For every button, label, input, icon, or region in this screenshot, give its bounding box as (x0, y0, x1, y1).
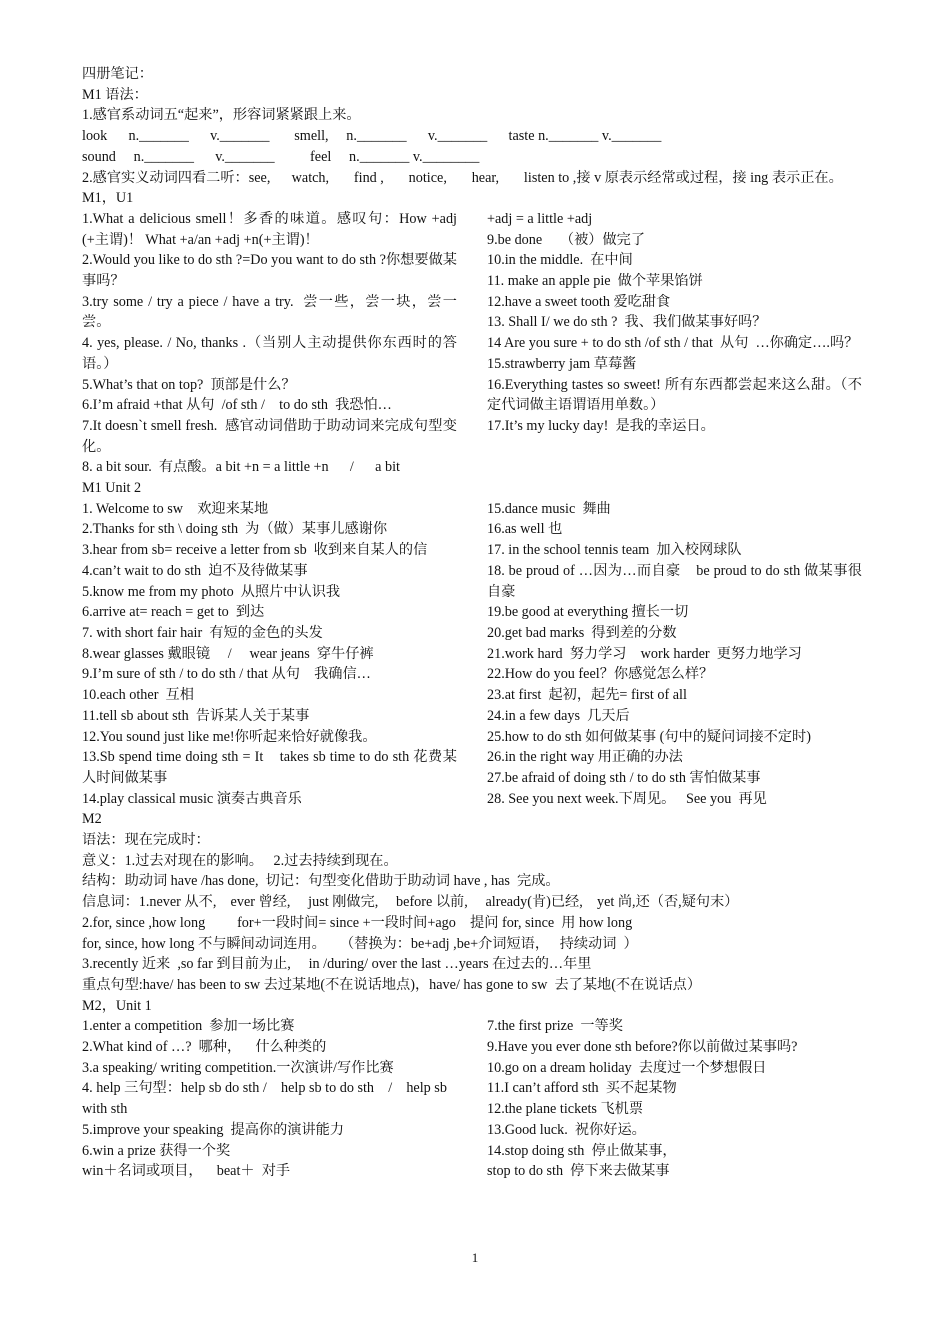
note-item: 20.get bad marks 得到差的分数 (487, 624, 677, 641)
m1u1-columns (82, 209, 862, 478)
note-item: 17.It’s my lucky day! 是我的幸运日。 (487, 417, 715, 434)
note-item: 1.What a delicious smell！多香的味道。感叹句：How +adj (+主谓)！ What +a/an +adj +n(+主谓)！ (82, 210, 461, 248)
note-item: 7.It doesn`t smell fresh. 感官动词借助于助动词来完成句型变化。 (82, 417, 457, 455)
note-item: 16.Everything tastes so sweet! 所有东西都尝起来这么甜。（不定代词做主语谓语用单数。） (487, 376, 862, 414)
m1u1-left-column (82, 209, 461, 478)
note-item: 3.a speaking/ writing competition.一次演讲/写作比赛 (82, 1059, 394, 1076)
note-item: 10.in the middle. 在中间 (487, 252, 633, 269)
note-item: 16.as well 也 (487, 521, 563, 538)
note-item: 13. Shall I/ we do sth ? 我、我们做某事好吗？ (487, 314, 767, 331)
note-item: 3.try some / try a piece / have a try. 尝一些，尝一块，尝一尝。 (82, 293, 457, 331)
note-item: 11.tell sb about sth 告诉某人关于某事 (82, 707, 310, 724)
note-item: 6.I’m afraid +that 从句 /of sth / to do sth 我恐怕… (82, 397, 392, 414)
m2-grammar-line: 意义：1.过去对现在的影响。 2.过去持续到现在。 (82, 852, 398, 869)
note-item: 11. make an apple pie 做个苹果馅饼 (487, 273, 703, 290)
note-item: 2.Thanks for sth \ doing sth 为（做）某事儿感谢你 (82, 521, 388, 538)
note-item: 10.each other 互相 (82, 687, 194, 704)
note-item: 9.Have you ever done sth before?你以前做过某事吗? (487, 1039, 798, 1056)
note-item: 19.be good at everything 擅长一切 (487, 604, 689, 621)
note-item: 9.I’m sure of sth / to do sth / that 从句 我确信… (82, 666, 371, 683)
note-item: 7.the first prize 一等奖 (487, 1018, 623, 1035)
m2-grammar-line: 重点句型:have/ has been to sw 去过某地(不在说话地点)，have/ has gone to sw 去了某地(不在说话点） (82, 976, 702, 993)
note-item: 9.be done （被）做完了 (487, 231, 646, 248)
page-number: 1 (471, 1250, 479, 1265)
m2-grammar-line: 结构：助动词 have /has done, 切记：句型变化借助于助动词 have , has 完成。 (82, 873, 560, 890)
section-heading-m2: M2 (82, 811, 102, 828)
m2-grammar-line: 2.for, since ,how long for+一段时间= since +一段时间+ago 提问 for, since 用 how long (82, 914, 633, 931)
m1-grammar-line: look n._______ v._______ smell, n._______ v._______ taste n._______ v._______ (82, 128, 662, 145)
m1-grammar-line: 2.感官实义动词四看二听：see, watch, find , notice, hear, listen to ,接 v 原表示经常或过程，接 ing 表示正在。 (82, 169, 843, 186)
note-item: 17. in the school tennis team 加入校网球队 (487, 542, 742, 559)
note-item: 25.how to do sth 如何做某事 (句中的疑问词接不定时) (487, 728, 811, 745)
note-item: 23.at first 起初，起先= first of all (487, 687, 687, 704)
note-item: 4. yes, please. / No, thanks .（当别人主动提供你东西时的答语。） (82, 335, 457, 372)
note-item: 1. Welcome to sw 欢迎来某地 (82, 500, 269, 517)
note-item: 14.stop doing sth 停止做某事， (487, 1142, 677, 1159)
note-item: 4. help 三句型：help sb do sth / help sb to do sth / help sb with sth (82, 1080, 451, 1118)
m2-grammar-line: for, since, how long 不与瞬间动词连用。 （替换为：be+adj ,be+介词短语， 持续动词 ） (82, 935, 638, 952)
note-item: 26.in the right way 用正确的办法 (487, 749, 683, 766)
m2u1-columns (82, 1016, 862, 1182)
document-title: 四册笔记： (82, 66, 153, 82)
note-item: 6.arrive at= reach = get to 到达 (82, 604, 265, 621)
m2-grammar-line: 信息词：1.never 从不, ever 曾经, just 刚做完, before 以前, already(肯)已经, yet 尚,还（否,疑句末） (82, 894, 739, 911)
note-item: 14.play classical music 演奏古典音乐 (82, 790, 302, 807)
note-item: 15.strawberry jam 草莓酱 (487, 355, 637, 372)
note-item: +adj = a little +adj (487, 210, 593, 227)
note-item: 13.Sb spend time doing sth = It takes sb time to do sth 花费某人时间做某事 (82, 749, 457, 786)
section-heading-m2u1: M2，Unit 1 (82, 997, 152, 1014)
note-item: 8. a bit sour. 有点酸。a bit +n = a little +n / a bit (82, 459, 400, 476)
note-item: 1.enter a competition 参加一场比赛 (82, 1018, 295, 1035)
note-item: 13.Good luck. 祝你好运。 (487, 1121, 646, 1138)
m1-grammar-line: 1.感官系动词五“起来”，形容词紧紧跟上来。 (82, 107, 361, 124)
m1u2-columns (82, 499, 862, 810)
note-item: 4.can’t wait to do sth 迫不及待做某事 (82, 562, 308, 579)
m2u1-left-column (82, 1016, 457, 1182)
note-item: stop to do sth 停下来去做某事 (487, 1163, 670, 1180)
note-item: 14 Are you sure + to do sth /of sth / that 从句 …你确定….吗？ (487, 335, 859, 352)
note-item: 24.in a few days 几天后 (487, 707, 630, 724)
note-item: 18. be proud of …因为…而自豪 be proud to do sth 做某事很自豪 (487, 562, 862, 600)
note-item: 5.What’s that on top? 顶部是什么？ (82, 376, 296, 393)
note-item: 2.Would you like to do sth ?=Do you want to do sth ?你想要做某事吗？ (82, 252, 457, 290)
m1u2-left-column (82, 499, 457, 810)
m2u1-right-column (487, 1016, 862, 1182)
m1u1-right-column (487, 209, 862, 478)
note-item: 12.the plane tickets 飞机票 (487, 1101, 644, 1118)
note-item: 3.hear from sb= receive a letter from sb 收到来自某人的信 (82, 542, 428, 559)
note-item: 27.be afraid of doing sth / to do sth 害怕做某事 (487, 769, 761, 786)
note-item: 7. with short fair hair 有短的金色的头发 (82, 624, 323, 641)
m2-grammar-line: 3.recently 近来 ,so far 到目前为止, in /during/ over the last …years 在过去的…年里 (82, 956, 592, 973)
note-item: 12.have a sweet tooth 爱吃甜食 (487, 293, 671, 310)
note-item: 5.know me from my photo 从照片中认识我 (82, 583, 341, 600)
note-item: 2.What kind of …? 哪种， 什么种类的 (82, 1039, 327, 1056)
note-item: 15.dance music 舞曲 (487, 500, 611, 517)
note-item: 22.How do you feel？你感觉怎么样？ (487, 666, 714, 683)
m1u2-right-column (487, 499, 862, 810)
note-item: 8.wear glasses 戴眼镜 / wear jeans 穿牛仔裤 (82, 645, 374, 662)
note-item: 11.I can’t afford sth 买不起某物 (487, 1080, 677, 1097)
note-item: win＋名词或项目， beat＋ 对手 (82, 1163, 291, 1180)
m2-grammar-heading: 语法：现在完成时： (82, 832, 210, 849)
section-heading-m1u2: M1 Unit 2 (82, 480, 142, 497)
m1-grammar-line: sound n._______ v._______ feel n._______ v.________ (82, 148, 480, 165)
section-heading-m1u1: M1，U1 (82, 190, 134, 207)
note-item: 12.You sound just like me!你听起来恰好就像我。 (82, 728, 377, 745)
note-item: 21.work hard 努力学习 work harder 更努力地学习 (487, 645, 802, 662)
notes-page (82, 64, 862, 1182)
note-item: 6.win a prize 获得一个奖 (82, 1142, 231, 1159)
note-item: 5.improve your speaking 提高你的演讲能力 (82, 1121, 345, 1138)
note-item: 10.go on a dream holiday 去度过一个梦想假日 (487, 1059, 767, 1076)
note-item: 28. See you next week.下周见。 See you 再见 (487, 790, 767, 807)
m1-grammar-heading: M1 语法： (82, 86, 148, 103)
